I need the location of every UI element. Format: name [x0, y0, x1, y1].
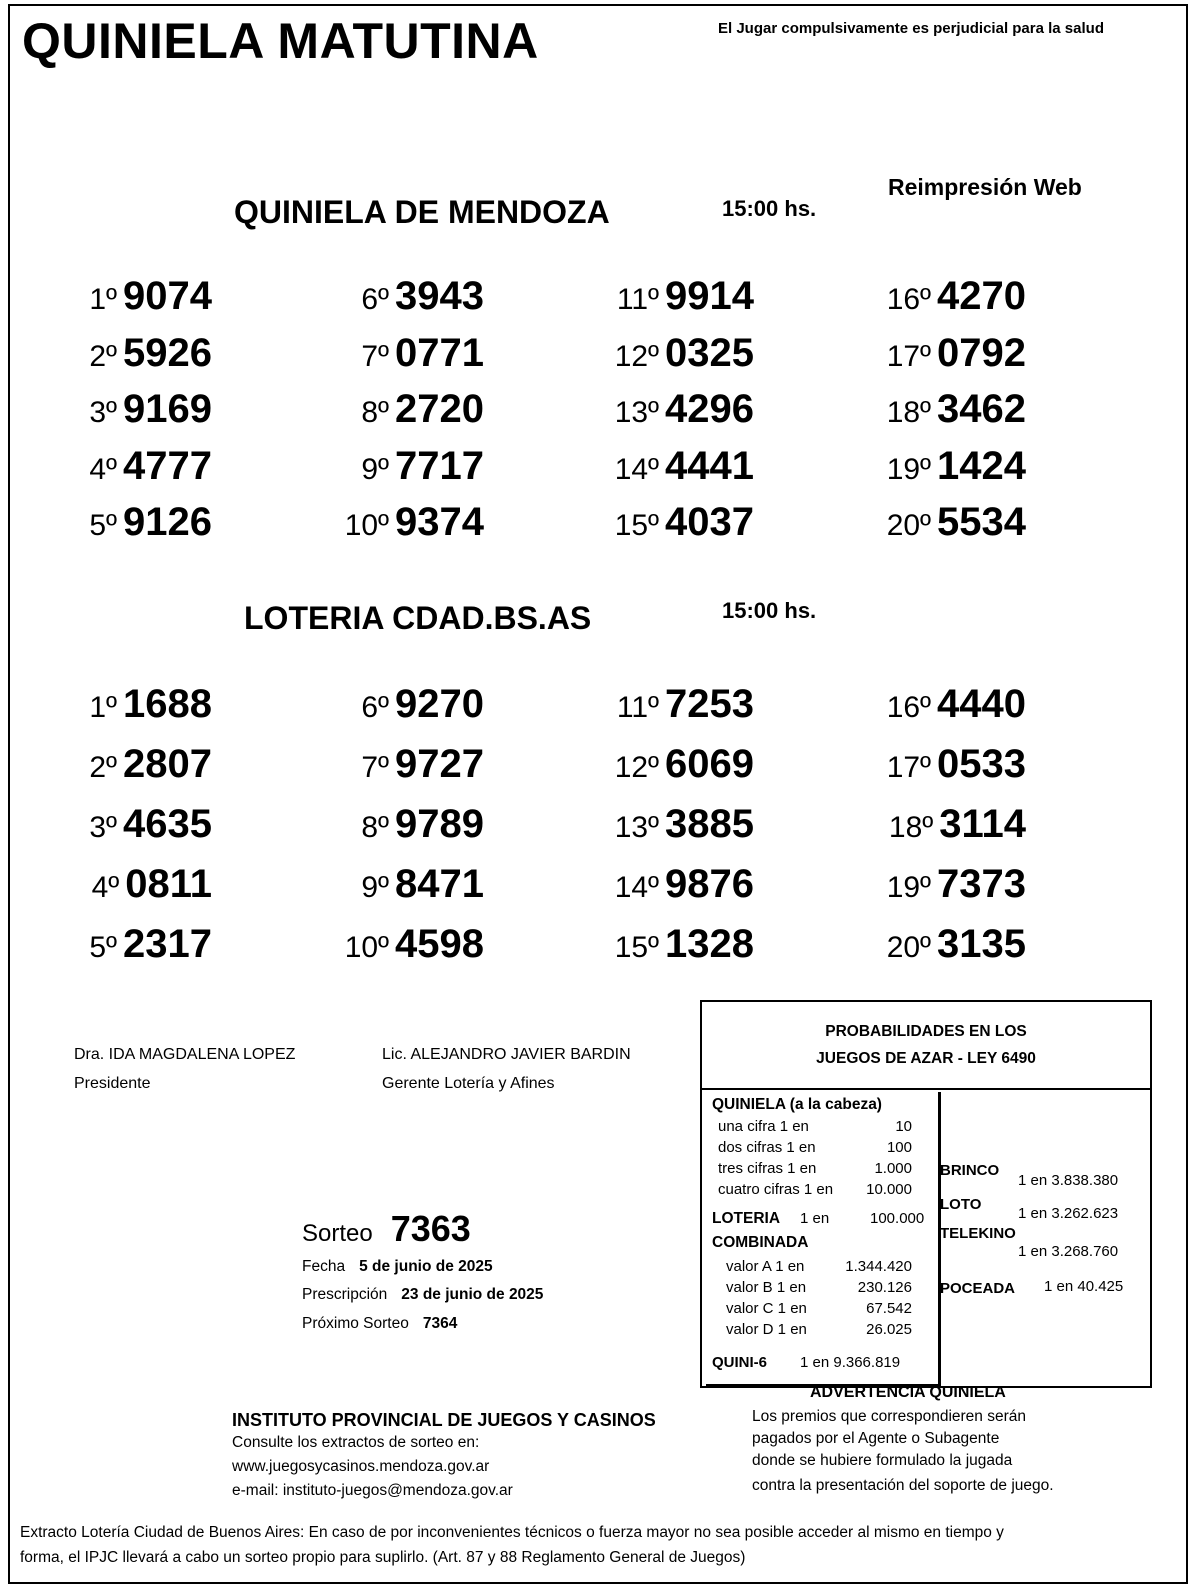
proximo-row — [302, 1315, 457, 1333]
result-cell — [361, 862, 484, 907]
advertencia-line: contra la presentación del soporte de juego. — [752, 1477, 1054, 1494]
result-number: 3462 — [937, 387, 1026, 431]
result-position: 4º — [91, 871, 120, 904]
signature-left-role: Presidente — [74, 1075, 151, 1092]
signature-right-role: Gerente Lotería y Afines — [382, 1075, 555, 1092]
result-position: 1º — [89, 691, 118, 724]
telekino-prob-label: TELEKINO — [940, 1225, 1016, 1242]
result-cell — [361, 802, 484, 847]
result-cell — [345, 500, 484, 545]
result-number: 6069 — [665, 742, 754, 786]
result-number: 4777 — [123, 443, 212, 488]
mendoza-title: QUINIELA DE MENDOZA — [234, 194, 610, 230]
result-cell — [345, 922, 484, 967]
result-cell — [887, 387, 1026, 432]
result-number: 4598 — [395, 922, 484, 966]
prob-row-label: valor D 1 en — [726, 1321, 807, 1338]
result-cell — [89, 274, 212, 319]
result-cell — [887, 274, 1026, 319]
result-cell — [89, 387, 212, 432]
result-position: 11º — [616, 283, 660, 316]
result-cell — [615, 331, 754, 376]
prob-row-label: valor B 1 en — [726, 1279, 807, 1296]
result-position: 5º — [89, 931, 118, 964]
probabilities-header-line2: JUEGOS DE AZAR - LEY 6490 — [816, 1050, 1036, 1067]
result-cell — [92, 862, 212, 907]
result-position: 13º — [614, 396, 660, 429]
result-position: 12º — [614, 751, 660, 784]
result-cell — [617, 274, 754, 319]
fecha-value: 5 de junio de 2025 — [359, 1258, 493, 1275]
prob-row-label: tres cifras 1 en — [718, 1160, 817, 1177]
result-number: 2720 — [395, 387, 484, 431]
reprint-label: Reimpresión Web — [888, 174, 1082, 200]
result-position: 2º — [89, 339, 118, 373]
prescripcion-label: Prescripción — [302, 1286, 388, 1303]
result-number: 2807 — [123, 742, 212, 786]
result-position: 19º — [886, 452, 932, 486]
probabilities-header-line1: PROBABILIDADES EN LOS — [825, 1023, 1027, 1040]
result-number: 9876 — [665, 862, 754, 906]
institute-line1: Consulte los extractos de sorteo en: — [232, 1434, 480, 1451]
result-number: 4270 — [937, 274, 1026, 318]
result-position: 18º — [886, 396, 932, 429]
result-cell — [89, 500, 212, 545]
bsas-title: LOTERIA CDAD.BS.AS — [244, 600, 592, 636]
prob-row-label: valor C 1 en — [726, 1300, 807, 1317]
result-position: 8º — [361, 811, 390, 844]
result-number: 0811 — [125, 862, 212, 906]
result-cell — [617, 682, 754, 727]
prob-row-value: 26.025 — [866, 1321, 912, 1338]
result-cell — [89, 331, 212, 376]
quini6-prob-label: QUINI-6 — [712, 1354, 768, 1371]
result-cell — [887, 742, 1026, 787]
advertencia-line: pagados por el Agente o Subagente — [752, 1430, 1000, 1447]
brinco-prob-label: BRINCO — [940, 1162, 1000, 1179]
result-position: 14º — [614, 452, 660, 486]
fecha-label: Fecha — [302, 1258, 346, 1275]
result-cell — [615, 387, 754, 432]
loteria-prob-label: LOTERIA — [712, 1210, 781, 1227]
result-position: 5º — [89, 509, 118, 542]
result-position: 3º — [89, 396, 118, 429]
result-number: 9727 — [395, 742, 484, 786]
result-position: 18º — [888, 811, 934, 844]
result-number: 0325 — [665, 330, 754, 375]
result-cell — [887, 922, 1026, 967]
result-number: 4037 — [665, 500, 754, 544]
result-cell — [887, 682, 1026, 727]
result-position: 10º — [344, 931, 390, 964]
combinada-prob-title: COMBINADA — [712, 1234, 809, 1251]
result-cell — [89, 444, 212, 489]
proximo-value: 7364 — [422, 1315, 458, 1332]
prescripcion-row — [302, 1286, 543, 1304]
result-position: 17º — [886, 339, 932, 373]
result-number: 9914 — [665, 274, 754, 318]
probabilities-header — [702, 1002, 1150, 1090]
result-number: 3943 — [395, 274, 484, 318]
result-cell — [361, 274, 484, 319]
result-cell — [615, 742, 754, 787]
result-number: 0792 — [937, 330, 1026, 375]
loto-prob-label: LOTO — [940, 1196, 982, 1213]
result-cell — [615, 500, 754, 545]
result-position: 8º — [361, 396, 390, 429]
result-position: 9º — [361, 452, 390, 486]
poceada-prob-value: 1 en 40.425 — [1044, 1278, 1124, 1295]
result-position: 9º — [361, 871, 390, 904]
prob-row-value: 100 — [886, 1139, 912, 1156]
prob-row-value: 1.000 — [874, 1160, 912, 1177]
result-number: 7373 — [937, 862, 1026, 906]
loteria-prob-value: 100.000 — [870, 1210, 925, 1227]
result-position: 1º — [89, 283, 118, 316]
result-number: 1688 — [123, 682, 212, 726]
result-cell — [615, 922, 754, 967]
result-position: 15º — [614, 509, 660, 542]
prob-row-label: dos cifras 1 en — [718, 1139, 816, 1156]
footer-line1: Extracto Lotería Ciudad de Buenos Aires: En caso de por inconvenientes técnicos o fuerza mayor no sea posible acceder al mismo en tiempo y — [20, 1524, 1004, 1541]
result-number: 4635 — [123, 802, 212, 846]
result-cell — [889, 802, 1026, 847]
result-cell — [361, 682, 484, 727]
quini6-prob-value: 1 en 9.366.819 — [800, 1354, 901, 1371]
result-cell — [89, 802, 212, 847]
result-number: 9270 — [395, 682, 484, 726]
page-title: QUINIELA MATUTINA — [22, 13, 539, 69]
advertencia-title: ADVERTENCIA QUINIELA — [810, 1384, 1006, 1401]
result-position: 2º — [89, 751, 118, 784]
result-cell — [361, 742, 484, 787]
result-number: 3114 — [939, 802, 1026, 846]
result-cell — [887, 862, 1026, 907]
result-number: 9074 — [123, 274, 212, 318]
loteria-prob-en: 1 en — [800, 1210, 830, 1227]
result-cell — [615, 862, 754, 907]
result-number: 7253 — [665, 682, 754, 726]
prob-row-value: 10 — [895, 1118, 912, 1135]
result-number: 4440 — [937, 682, 1026, 726]
prescripcion-value: 23 de junio de 2025 — [401, 1286, 544, 1303]
result-cell — [887, 331, 1026, 376]
result-position: 20º — [886, 509, 932, 542]
result-position: 16º — [886, 283, 932, 316]
prob-row-label: cuatro cifras 1 en — [718, 1181, 834, 1198]
sorteo-block — [302, 1208, 471, 1250]
quiniela-prob-title: QUINIELA (a la cabeza) — [712, 1096, 882, 1113]
result-position: 13º — [614, 811, 660, 844]
result-cell — [887, 444, 1026, 489]
result-number: 9126 — [123, 500, 212, 544]
result-number: 9374 — [395, 500, 484, 544]
fecha-row — [302, 1258, 493, 1276]
loto-prob-value: 1 en 3.262.623 — [1018, 1205, 1119, 1222]
result-number: 0771 — [395, 330, 484, 375]
advertencia-line: donde se hubiere formulado la jugada — [752, 1452, 1013, 1469]
result-number: 8471 — [395, 862, 484, 906]
sorteo-number: 7363 — [390, 1208, 471, 1249]
result-number: 0533 — [937, 742, 1026, 786]
result-number: 5534 — [937, 500, 1026, 544]
result-position: 7º — [361, 751, 390, 784]
result-position: 3º — [89, 811, 118, 844]
result-cell — [89, 682, 212, 727]
result-number: 4296 — [665, 387, 754, 431]
result-number: 1424 — [937, 443, 1026, 488]
result-position: 10º — [344, 509, 390, 542]
result-position: 6º — [361, 691, 390, 724]
result-position: 20º — [886, 931, 932, 964]
result-position: 17º — [886, 751, 932, 784]
result-number: 2317 — [123, 922, 212, 966]
result-number: 9789 — [395, 802, 484, 846]
sorteo-label: Sorteo — [302, 1220, 373, 1247]
result-position: 16º — [886, 691, 932, 724]
result-position: 19º — [886, 871, 932, 904]
result-cell — [89, 922, 212, 967]
result-position: 6º — [361, 283, 390, 316]
institute-name: INSTITUTO PROVINCIAL DE JUEGOS Y CASINOS — [232, 1410, 656, 1430]
result-position: 4º — [89, 452, 118, 486]
probabilities-box — [700, 1000, 1152, 1388]
mendoza-time: 15:00 hs. — [722, 196, 817, 221]
proximo-label: Próximo Sorteo — [302, 1315, 409, 1332]
result-number: 7717 — [395, 443, 484, 488]
result-cell — [89, 742, 212, 787]
prob-row-label: valor A 1 en — [726, 1258, 805, 1275]
result-cell — [615, 444, 754, 489]
prob-row-label: una cifra 1 en — [718, 1118, 809, 1135]
institute-website: www.juegosycasinos.mendoza.gov.ar — [232, 1458, 490, 1475]
result-cell — [361, 331, 484, 376]
result-cell — [361, 444, 484, 489]
prob-row-value: 1.344.420 — [845, 1258, 912, 1275]
result-number: 3885 — [665, 802, 754, 846]
prob-row-value: 67.542 — [866, 1300, 912, 1317]
prob-row-value: 10.000 — [866, 1181, 912, 1198]
result-position: 15º — [614, 931, 660, 964]
result-position: 11º — [616, 691, 660, 724]
advertencia-line: Los premios que correspondieren serán — [752, 1408, 1026, 1425]
brinco-prob-value: 1 en 3.838.380 — [1018, 1172, 1119, 1189]
bsas-time: 15:00 hs. — [722, 598, 817, 623]
signature-left-name: Dra. IDA MAGDALENA LOPEZ — [74, 1046, 296, 1063]
result-cell — [887, 500, 1026, 545]
result-number: 4441 — [665, 443, 754, 488]
prob-row-value: 230.126 — [857, 1279, 912, 1296]
result-number: 1328 — [665, 922, 754, 966]
institute-email: e-mail: instituto-juegos@mendoza.gov.ar — [232, 1482, 513, 1499]
result-cell — [361, 387, 484, 432]
result-position: 7º — [361, 339, 390, 373]
poceada-prob-label: POCEADA — [940, 1280, 1016, 1297]
result-number: 5926 — [123, 330, 212, 375]
result-number: 3135 — [937, 922, 1026, 966]
health-warning: El Jugar compulsivamente es perjudicial para la salud — [718, 20, 1104, 37]
result-cell — [615, 802, 754, 847]
signature-right-name: Lic. ALEJANDRO JAVIER BARDIN — [382, 1046, 631, 1063]
footer-line2: forma, el IPJC llevará a cabo un sorteo propio para suplirlo. (Art. 87 y 88 Reglamento General de Juegos) — [20, 1549, 746, 1566]
telekino-prob-value: 1 en 3.268.760 — [1018, 1243, 1119, 1260]
result-number: 9169 — [123, 387, 212, 431]
result-position: 12º — [614, 339, 660, 373]
result-position: 14º — [614, 871, 660, 904]
